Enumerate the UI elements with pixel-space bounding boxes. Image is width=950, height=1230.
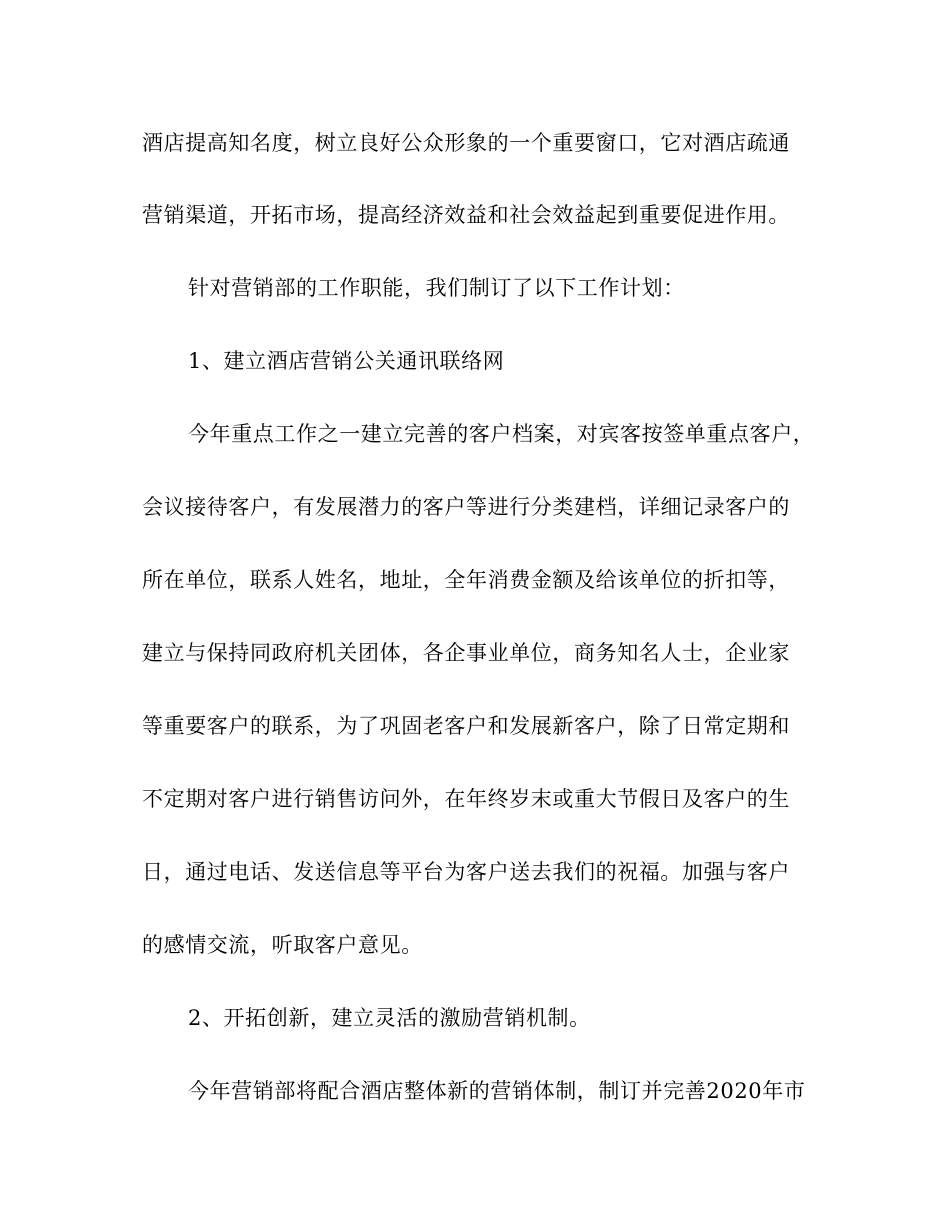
paragraph-line: 等重要客户的联系，为了巩固老客户和发展新客户，除了日常定期和 [142, 714, 790, 738]
paragraph-line: 所在单位，联系人姓名，地址，全年消费金额及给该单位的折扣等， [142, 568, 790, 592]
section-heading-1: 1、建立酒店营销公关通讯联络网 [188, 349, 505, 373]
paragraph-line: 营销渠道，开拓市场，提高经济效益和社会效益起到重要促进作用。 [142, 203, 790, 227]
paragraph-line: 会议接待客户，有发展潜力的客户等进行分类建档，详细记录客户的 [142, 495, 790, 519]
paragraph-line: 不定期对客户进行销售访问外，在年终岁末或重大节假日及客户的生 [142, 787, 790, 811]
paragraph-line: 酒店提高知名度，树立良好公众形象的一个重要窗口，它对酒店疏通 [142, 131, 790, 155]
section-heading-2: 2、开拓创新，建立灵活的激励营销机制。 [188, 1006, 591, 1030]
paragraph-line: 的感情交流，听取客户意见。 [142, 933, 423, 957]
paragraph-line: 建立与保持同政府机关团体，各企事业单位，商务知名人士，企业家 [142, 641, 790, 665]
paragraph-intro: 针对营销部的工作职能，我们制订了以下工作计划： [188, 276, 685, 300]
paragraph-line: 今年营销部将配合酒店整体新的营销体制，制订并完善2020年市 [188, 1079, 806, 1103]
paragraph-line: 今年重点工作之一建立完善的客户档案，对宾客按签单重点客户， [188, 422, 815, 446]
paragraph-line: 日，通过电话、发送信息等平台为客户送去我们的祝福。加强与客户 [142, 860, 790, 884]
